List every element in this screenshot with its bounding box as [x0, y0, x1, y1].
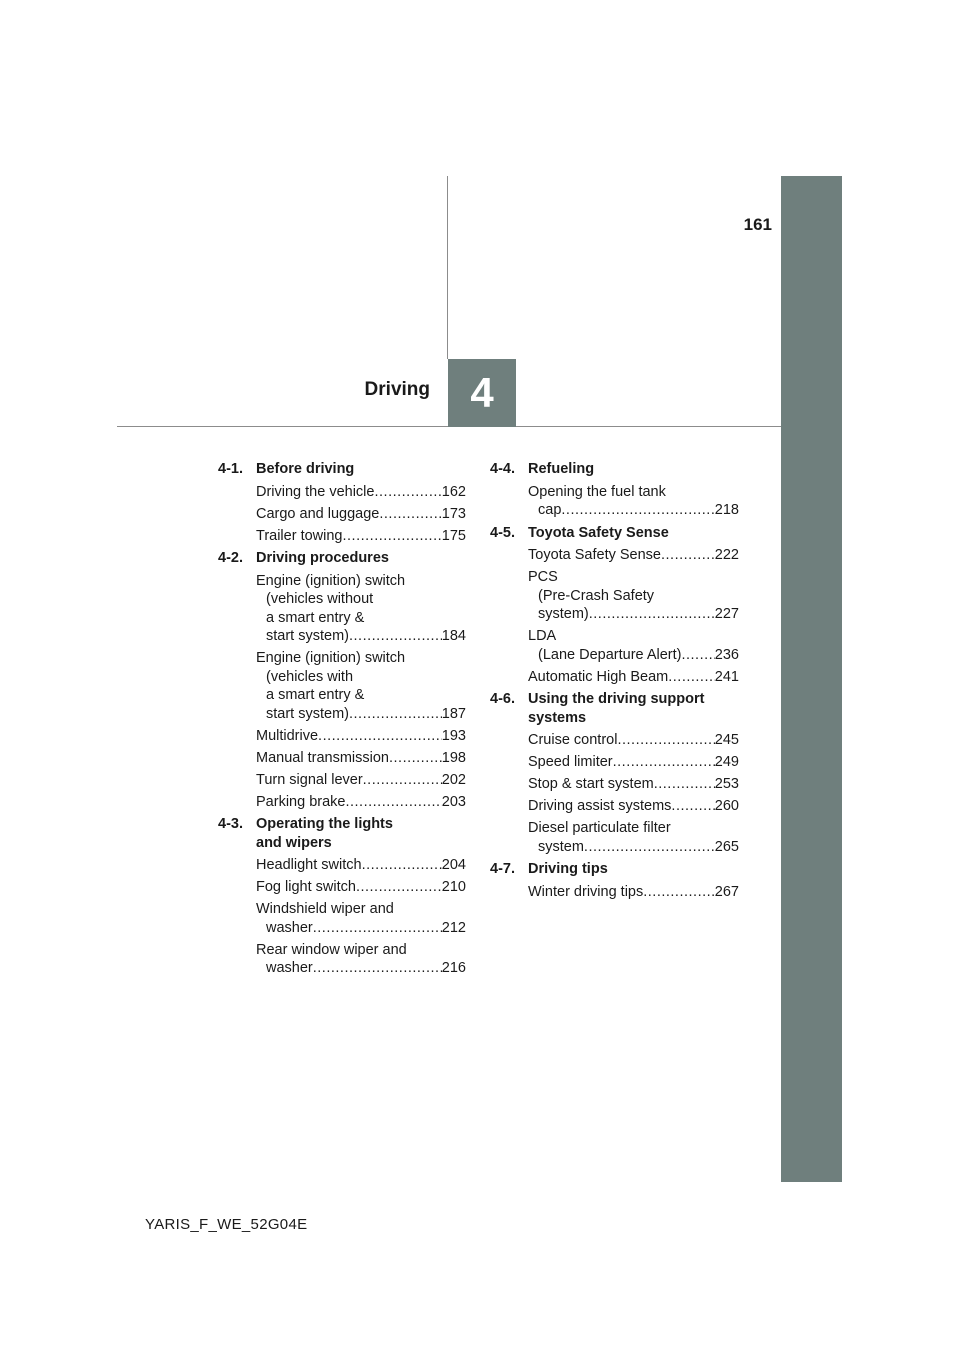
- section-number: 4-7.: [490, 861, 515, 877]
- entry-page-number: 212: [441, 919, 466, 936]
- entry-leader-line: [256, 856, 466, 875]
- toc-section: [490, 690, 739, 856]
- section-title-line: Operating the lights: [256, 816, 393, 832]
- entry-title: start system): [266, 705, 349, 722]
- toc-entry[interactable]: [490, 797, 739, 816]
- entry-leader-line: [256, 727, 466, 746]
- entry-leader-line: [528, 646, 739, 665]
- toc-section-heading: [490, 460, 739, 479]
- entry-text-line: Windshield wiper and: [256, 901, 394, 917]
- section-title: [528, 860, 739, 879]
- entry-title: Stop & start system: [528, 776, 654, 792]
- toc-section: [490, 460, 739, 520]
- toc-entry[interactable]: [490, 883, 739, 902]
- entry-leader-line: [256, 705, 466, 724]
- dot-leader: [313, 959, 442, 978]
- entry-title: (Lane Departure Alert): [538, 646, 682, 663]
- entry-page-number: 210: [441, 879, 466, 895]
- entry-title: cap: [538, 502, 562, 518]
- entry-title: Fog light switch: [256, 879, 356, 895]
- toc-entry[interactable]: [490, 568, 739, 624]
- entry-page-number: 249: [714, 754, 739, 770]
- dot-leader: [356, 878, 442, 897]
- entry-leader-line: [528, 838, 739, 857]
- section-title: [256, 460, 466, 479]
- dot-leader: [613, 753, 715, 772]
- section-title-line: Toyota Safety Sense: [528, 524, 669, 541]
- entry-leader-line: [256, 793, 466, 812]
- entry-title: system): [538, 606, 589, 622]
- entry-leader-line: [256, 749, 466, 768]
- chapter-title: Driving: [364, 379, 430, 400]
- dot-leader: [313, 919, 442, 938]
- section-number: 4-5.: [490, 524, 515, 541]
- entry-title: start system): [266, 628, 349, 644]
- entry-page-number: 202: [441, 771, 466, 788]
- toc-column-right: [490, 460, 739, 905]
- toc-section: [218, 460, 466, 545]
- dot-leader: [671, 797, 714, 816]
- toc-entry[interactable]: [490, 483, 739, 520]
- entry-title: washer: [266, 960, 313, 976]
- entry-leader-line: [256, 527, 466, 546]
- toc-entry[interactable]: [218, 749, 466, 768]
- section-number: 4-1.: [218, 461, 243, 477]
- toc-entry[interactable]: [218, 483, 466, 502]
- toc-entry[interactable]: [490, 819, 739, 856]
- entry-title: Trailer towing: [256, 527, 343, 544]
- dot-leader: [389, 749, 442, 768]
- entry-page-number: 203: [441, 793, 466, 810]
- toc-section-heading: [490, 690, 739, 727]
- entry-page-number: 175: [441, 527, 466, 544]
- entry-title: Toyota Safety Sense: [528, 547, 661, 563]
- entry-page-number: 253: [714, 776, 739, 792]
- section-title-line: and wipers: [256, 834, 332, 851]
- dot-leader: [661, 546, 715, 565]
- entry-text-line: (vehicles with: [266, 668, 354, 685]
- section-number: 4-2.: [218, 550, 243, 566]
- page-number: 161: [743, 215, 772, 234]
- dot-leader: [681, 646, 714, 665]
- entry-leader-line: [528, 731, 739, 750]
- entry-page-number: 193: [441, 727, 466, 744]
- dot-leader: [349, 627, 442, 646]
- toc-entry[interactable]: [218, 771, 466, 790]
- entry-page-number: 267: [714, 883, 739, 900]
- entry-text-line: a smart entry &: [266, 687, 365, 703]
- entry-leader-line: [256, 627, 466, 646]
- toc-entry[interactable]: [218, 856, 466, 875]
- entry-leader-line: [256, 959, 466, 978]
- entry-page-number: 236: [714, 646, 739, 663]
- entry-text-line: Diesel particulate filter: [528, 820, 671, 836]
- toc-section-heading: [490, 524, 739, 543]
- entry-page-number: 184: [441, 628, 466, 644]
- entry-text-line: Engine (ignition) switch: [256, 572, 406, 589]
- toc-column-left: [218, 460, 466, 982]
- entry-leader-line: [528, 546, 739, 565]
- entry-text-line: Opening the fuel tank: [528, 483, 666, 500]
- section-number: 4-3.: [218, 816, 243, 832]
- entry-page-number: 222: [714, 547, 739, 563]
- entry-page-number: 162: [441, 483, 466, 500]
- header-vertical-rule: [447, 176, 448, 359]
- entry-leader-line: [528, 753, 739, 772]
- toc-entry[interactable]: [218, 505, 466, 524]
- document-code: YARIS_F_WE_52G04E: [145, 1216, 308, 1233]
- toc-section-heading: [218, 815, 466, 852]
- section-title-line: Using the driving support: [528, 691, 705, 707]
- toc-entry[interactable]: [218, 649, 466, 723]
- dot-leader: [379, 505, 441, 524]
- section-number: 4-4.: [490, 461, 515, 477]
- toc-entry[interactable]: [490, 775, 739, 794]
- entry-title: Turn signal lever: [256, 771, 363, 788]
- dot-leader: [318, 727, 442, 746]
- entry-title: Multidrive: [256, 727, 319, 744]
- dot-leader: [343, 527, 442, 546]
- entry-page-number: 227: [714, 606, 739, 622]
- entry-text-line: Rear window wiper and: [256, 941, 407, 958]
- toc-entry[interactable]: [218, 527, 466, 546]
- toc-entry[interactable]: [218, 572, 466, 646]
- entry-page-number: 265: [714, 838, 739, 855]
- dot-leader: [561, 501, 714, 520]
- toc-section-heading: [218, 460, 466, 479]
- entry-page-number: 245: [714, 732, 739, 748]
- toc-section-heading: [218, 549, 466, 568]
- toc-section-heading: [490, 860, 739, 879]
- entry-title: Automatic High Beam: [528, 668, 669, 685]
- entry-text-line: PCS: [528, 569, 558, 585]
- toc-section: [490, 524, 739, 687]
- dot-leader: [589, 605, 715, 624]
- entry-title: Parking brake: [256, 793, 346, 810]
- section-title: [528, 524, 739, 543]
- entry-title: Driving assist systems: [528, 798, 672, 814]
- dot-leader: [654, 775, 715, 794]
- section-title-line: Driving procedures: [256, 550, 389, 566]
- entry-leader-line: [256, 505, 466, 524]
- dot-leader: [584, 838, 715, 857]
- toc-entry[interactable]: [218, 941, 466, 978]
- toc-entry[interactable]: [490, 627, 739, 664]
- section-number: 4-6.: [490, 691, 515, 707]
- entry-text-line: (Pre-Crash Safety: [538, 587, 655, 604]
- dot-leader: [643, 883, 715, 902]
- entry-text-line: Engine (ignition) switch: [256, 650, 406, 666]
- section-title-line: Before driving: [256, 461, 355, 477]
- entry-title: Headlight switch: [256, 857, 362, 873]
- toc-section: [490, 860, 739, 901]
- toc-entry[interactable]: [490, 753, 739, 772]
- entry-leader-line: [528, 668, 739, 687]
- section-title: [528, 460, 739, 479]
- entry-page-number: 173: [441, 505, 466, 522]
- dot-leader: [363, 771, 442, 790]
- entry-text-line: LDA: [528, 628, 557, 644]
- section-title-line: Refueling: [528, 461, 595, 477]
- section-title: [256, 815, 466, 852]
- entry-page-number: 198: [441, 749, 466, 766]
- toc-entry[interactable]: [218, 878, 466, 897]
- toc-entry[interactable]: [490, 668, 739, 687]
- dot-leader: [617, 731, 714, 750]
- entry-title: Manual transmission: [256, 749, 389, 766]
- entry-leader-line: [528, 775, 739, 794]
- entry-leader-line: [256, 771, 466, 790]
- toc-entry[interactable]: [218, 900, 466, 937]
- entry-title: system: [538, 838, 584, 855]
- toc-section: [218, 549, 466, 811]
- entry-leader-line: [528, 605, 739, 624]
- toc-entry[interactable]: [218, 727, 466, 746]
- dot-leader: [345, 793, 441, 812]
- entry-leader-line: [528, 501, 739, 520]
- entry-page-number: 204: [441, 857, 466, 873]
- entry-leader-line: [528, 797, 739, 816]
- dot-leader: [668, 668, 715, 687]
- entry-title: Speed limiter: [528, 754, 613, 770]
- entry-text-line: (vehicles without: [266, 591, 374, 607]
- dot-leader: [349, 705, 442, 724]
- chapter-number-box: 4: [448, 359, 516, 427]
- entry-page-number: 260: [714, 798, 739, 814]
- entry-text-line: a smart entry &: [266, 609, 365, 626]
- entry-title: Driving the vehicle: [256, 483, 375, 500]
- dot-leader: [374, 483, 441, 502]
- entry-title: Cruise control: [528, 732, 618, 748]
- entry-leader-line: [256, 483, 466, 502]
- section-title-line: Driving tips: [528, 861, 608, 877]
- entry-title: Winter driving tips: [528, 883, 644, 900]
- toc-entry[interactable]: [490, 731, 739, 750]
- chapter-side-tab: [781, 176, 842, 1182]
- section-title: [256, 549, 466, 568]
- toc-entry[interactable]: [490, 546, 739, 565]
- section-title: [528, 690, 739, 727]
- entry-page-number: 241: [714, 668, 739, 685]
- entry-page-number: 216: [441, 960, 466, 976]
- entry-leader-line: [256, 919, 466, 938]
- dot-leader: [362, 856, 442, 875]
- entry-leader-line: [256, 878, 466, 897]
- entry-title: washer: [266, 919, 313, 936]
- entry-title: Cargo and luggage: [256, 505, 380, 522]
- section-title-line: systems: [528, 709, 587, 726]
- toc-section: [218, 815, 466, 978]
- entry-page-number: 218: [714, 502, 739, 518]
- entry-page-number: 187: [441, 705, 466, 722]
- entry-leader-line: [528, 883, 739, 902]
- toc-entry[interactable]: [218, 793, 466, 812]
